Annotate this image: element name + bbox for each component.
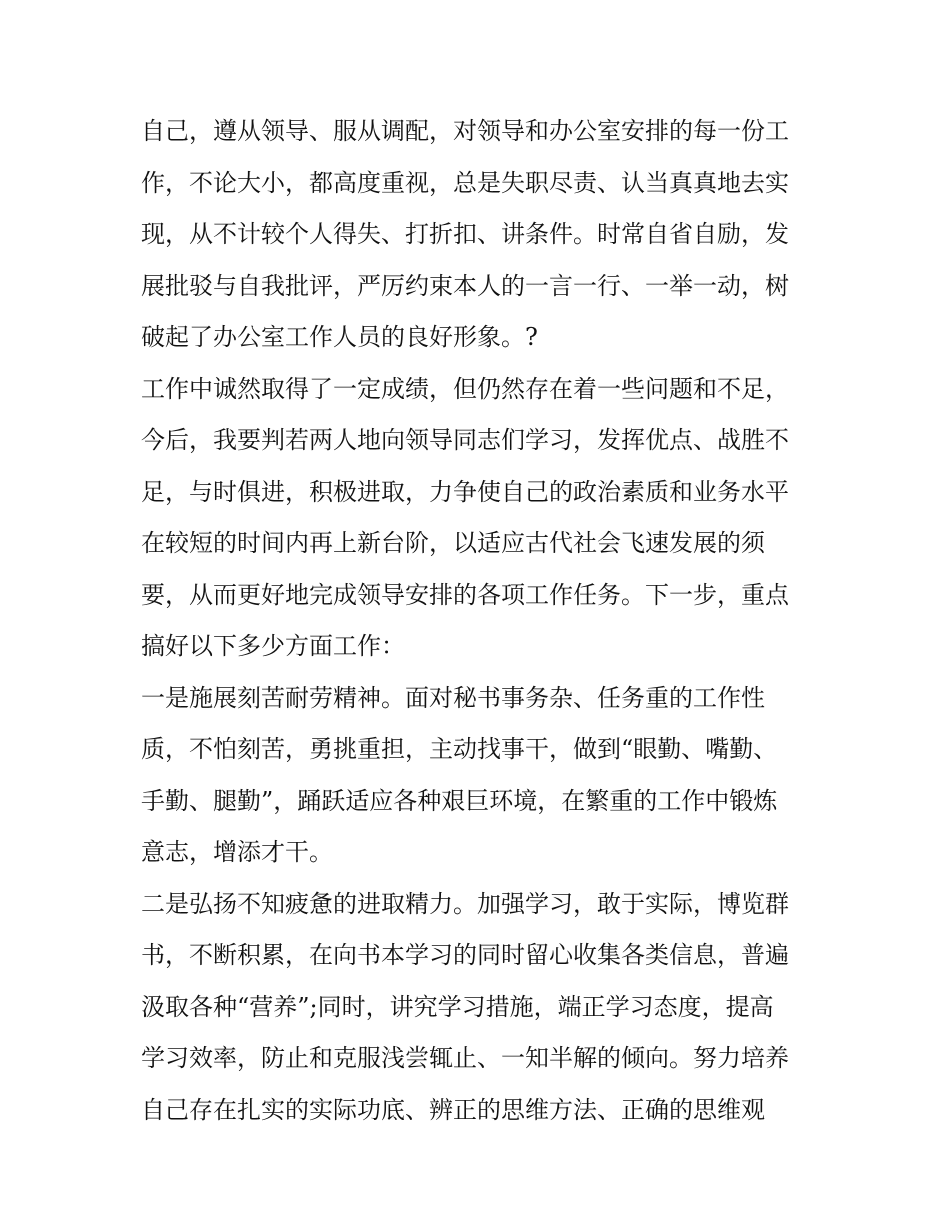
text-line: 一是施展刻苦耐劳精神。面对秘书事务杂、任务重的工作性 (141, 683, 765, 712)
text-line: 要，从而更好地完成领导安排的各项工作任务。下一步，重点 (141, 580, 789, 609)
text-line: 自己，遵从领导、服从调配，对领导和办公室安排的每一份工 (141, 117, 789, 145)
text-line: 质，不怕刻苦，勇挑重担，主动找事干，做到“眼勤、嘴勤、 (141, 735, 778, 763)
text-line: 自己存在扎实的实际功底、辨正的思维方法、正确的思维观 (141, 1095, 765, 1124)
text-line: 展批驳与自我批评，严厉约束本人的一言一行、一举一动，树 (141, 271, 789, 300)
text-line: 汲取各种“营养”;同时，讲究学习措施，端正学习态度，提高 (141, 992, 774, 1021)
text-line: 足，与时俱进，积极进取，力争使自己的政治素质和业务水平 (141, 477, 789, 506)
text-line: 手勤、腿勤”，踊跃适应各种艰巨环境，在繁重的工作中锻炼 (141, 786, 778, 815)
text-line: 破起了办公室工作人员的良好形象。? (141, 323, 538, 351)
text-line: 现，从不计较个人得失、打折扣、讲条件。时常自省自励，发 (141, 220, 789, 248)
text-line: 工作中诚然取得了一定成绩，但仍然存在着一些问题和不足， (141, 374, 789, 403)
text-line: 二是弘扬不知疲惫的进取精力。加强学习，敢于实际，博览群 (141, 889, 789, 918)
text-line: 书，不断积累，在向书本学习的同时留心收集各类信息，普遍 (141, 941, 789, 969)
body-text (141, 106, 821, 1136)
text-line: 作，不论大小，都高度重视，总是失职尽责、认当真真地去实 (141, 168, 789, 197)
text-line: 今后，我要判若两人地向领导同志们学习，发挥优点、战胜不 (141, 426, 789, 454)
text-line: 搞好以下多少方面工作： (141, 632, 405, 660)
text-line: 在较短的时间内再上新台阶，以适应古代社会飞速发展的须 (141, 529, 765, 557)
text-line: 学习效率，防止和克服浅尝辄止、一知半解的倾向。努力培养 (141, 1044, 789, 1072)
text-line: 意志，增添才干。 (141, 838, 333, 866)
